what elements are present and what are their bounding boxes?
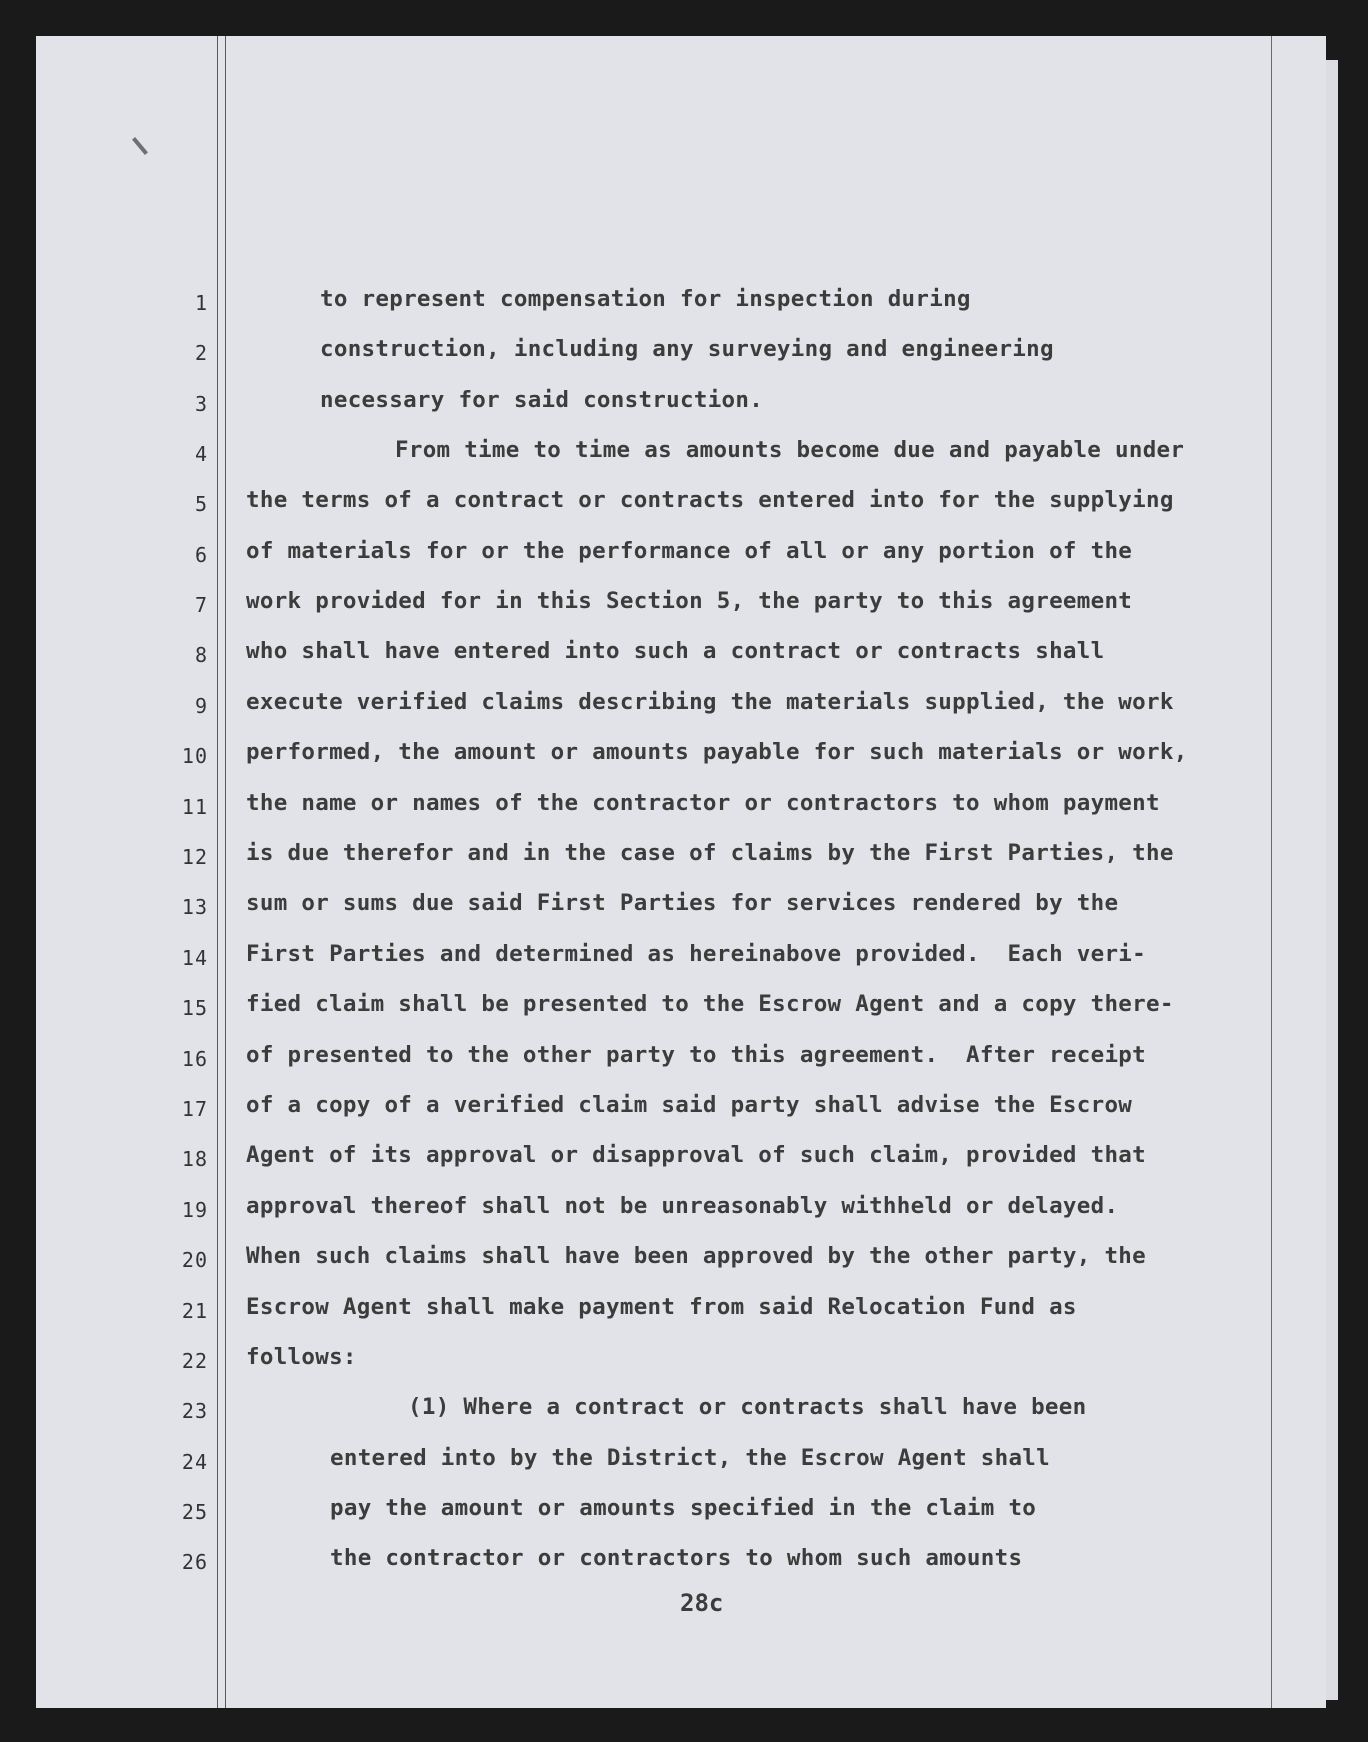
text-line: necessary for said construction.: [320, 387, 764, 413]
text-line: fied claim shall be presented to the Escrow Agent and a copy there-: [246, 991, 1174, 1017]
text-line: performed, the amount or amounts payable for such materials or work,: [246, 739, 1188, 765]
text-line: Agent of its approval or disapproval of such claim, provided that: [246, 1142, 1146, 1168]
text-line: is due therefor and in the case of claims by the First Parties, the: [246, 840, 1174, 866]
line-number: 23: [181, 1399, 208, 1423]
text-line: entered into by the District, the Escrow Agent shall: [330, 1445, 1050, 1471]
text-line: (1) Where a contract or contracts shall have been: [408, 1394, 1087, 1420]
line-number: 19: [181, 1198, 208, 1222]
text-line: execute verified claims describing the materials supplied, the work: [246, 689, 1174, 715]
line-number: 2: [194, 341, 208, 365]
line-number: 6: [194, 543, 208, 567]
line-number: 15: [181, 996, 208, 1020]
line-number: 10: [181, 744, 208, 768]
text-line: Escrow Agent shall make payment from said Relocation Fund as: [246, 1294, 1077, 1320]
left-margin-rule: [217, 36, 218, 1708]
line-number: 3: [194, 392, 208, 416]
text-line: approval thereof shall not be unreasonably withheld or delayed.: [246, 1193, 1119, 1219]
text-line: the terms of a contract or contracts entered into for the supplying: [246, 487, 1174, 513]
text-line: of presented to the other party to this agreement. After receipt: [246, 1042, 1146, 1068]
page-number: 28c: [680, 1589, 724, 1617]
line-number: 11: [181, 795, 208, 819]
line-number: 22: [181, 1349, 208, 1373]
line-number: 13: [181, 895, 208, 919]
text-line: From time to time as amounts become due and payable under: [395, 437, 1185, 463]
text-line: the contractor or contractors to whom such amounts: [330, 1545, 1023, 1571]
left-margin-rule-inner: [225, 36, 226, 1708]
text-line: sum or sums due said First Parties for services rendered by the: [246, 890, 1119, 916]
line-number: 16: [181, 1047, 208, 1071]
line-number: 25: [181, 1500, 208, 1524]
line-number: 12: [181, 845, 208, 869]
text-line: who shall have entered into such a contract or contracts shall: [246, 638, 1105, 664]
line-number: 4: [194, 442, 208, 466]
text-line: the name or names of the contractor or contractors to whom payment: [246, 790, 1160, 816]
text-line: pay the amount or amounts specified in the claim to: [330, 1495, 1037, 1521]
line-number: 7: [194, 593, 208, 617]
text-line: of materials for or the performance of all or any portion of the: [246, 538, 1133, 564]
line-number: 20: [181, 1248, 208, 1272]
line-number: 24: [181, 1450, 208, 1474]
line-number: 9: [194, 694, 208, 718]
pencil-mark: [132, 137, 148, 155]
text-line: work provided for in this Section 5, the party to this agreement: [246, 588, 1133, 614]
line-number: 21: [181, 1299, 208, 1323]
text-line: When such claims shall have been approved by the other party, the: [246, 1243, 1146, 1269]
document-page: [36, 36, 1326, 1708]
line-number: 14: [181, 946, 208, 970]
text-line: follows:: [246, 1344, 357, 1370]
line-number: 1: [194, 291, 208, 315]
right-margin-rule: [1271, 36, 1272, 1708]
line-number: 17: [181, 1097, 208, 1121]
text-line: of a copy of a verified claim said party shall advise the Escrow: [246, 1092, 1133, 1118]
line-number: 8: [194, 643, 208, 667]
line-number: 18: [181, 1147, 208, 1171]
line-number: 5: [194, 492, 208, 516]
text-line: First Parties and determined as hereinabove provided. Each veri-: [246, 941, 1146, 967]
line-number: 26: [181, 1550, 208, 1574]
text-line: to represent compensation for inspection during: [320, 286, 971, 312]
text-line: construction, including any surveying and engineering: [320, 336, 1054, 362]
